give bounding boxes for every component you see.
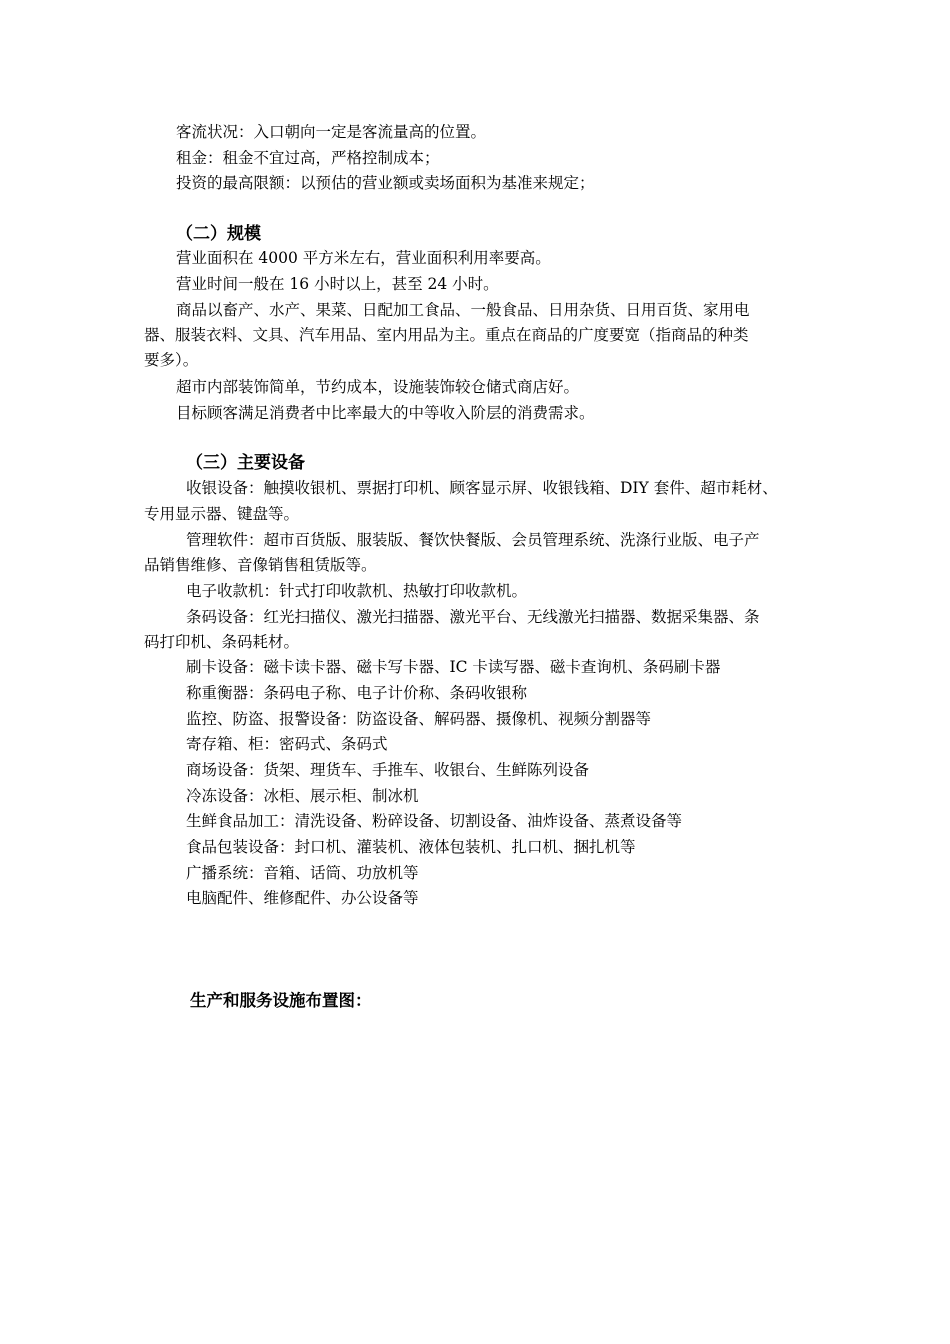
scale-paragraph-1: 营业面积在 4000 平方米左右，营业面积利用率要高。 — [176, 249, 551, 267]
scale-paragraph-3-line-3: 要多）。 — [144, 351, 199, 369]
equipment-line: 广播系统：音箱、话筒、功放机等 — [186, 864, 419, 882]
equipment-line: 电子收款机：针式打印收款机、热敏打印收款机。 — [186, 582, 528, 600]
equipment-line: 条码设备：红光扫描仪、激光扫描器、激光平台、无线激光扫描器、数据采集器、条 — [186, 608, 760, 626]
layout-heading: 生产和服务设施布置图： — [190, 991, 372, 1010]
equipment-line: 收银设备：触摸收银机、票据打印机、顾客显示屏、收银钱箱、DIY 套件、超市耗材、 — [186, 479, 778, 497]
section-heading-scale: （二）规模 — [176, 224, 261, 244]
equipment-line: 品销售维修、音像销售租赁版等。 — [144, 556, 377, 574]
equipment-line: 专用显示器、键盘等。 — [144, 505, 300, 523]
equipment-line: 冷冻设备：冰柜、展示柜、制冰机 — [186, 787, 419, 805]
equipment-line: 管理软件：超市百货版、服装版、餐饮快餐版、会员管理系统、洗涤行业版、电子产 — [186, 531, 760, 549]
equipment-line: 码打印机、条码耗材。 — [144, 633, 300, 651]
intro-line-1: 客流状况：入口朝向一定是客流量高的位置。 — [176, 123, 487, 141]
equipment-line: 电脑配件、维修配件、办公设备等 — [186, 889, 419, 907]
scale-paragraph-5: 目标顾客满足消费者中比率最大的中等收入阶层的消费需求。 — [176, 404, 595, 422]
equipment-line: 商场设备：货架、理货车、手推车、收银台、生鲜陈列设备 — [186, 761, 590, 779]
equipment-line: 刷卡设备：磁卡读卡器、磁卡写卡器、IC 卡读写器、磁卡查询机、条码刷卡器 — [186, 658, 721, 676]
equipment-line: 食品包装设备：封口机、灌装机、液体包装机、扎口机、捆扎机等 — [186, 838, 636, 856]
equipment-line: 监控、防盗、报警设备：防盗设备、解码器、摄像机、视频分割器等 — [186, 710, 652, 728]
intro-line-2: 租金：租金不宜过高，严格控制成本； — [176, 149, 440, 167]
section-heading-equipment: （三）主要设备 — [186, 453, 305, 473]
scale-paragraph-3-line-1: 商品以畜产、水产、果菜、日配加工食品、一般食品、日用杂货、日用百货、家用电 — [176, 301, 750, 319]
equipment-line: 称重衡器：条码电子称、电子计价称、条码收银称 — [186, 684, 528, 702]
equipment-line: 寄存箱、柜：密码式、条码式 — [186, 735, 388, 753]
scale-paragraph-3-line-2: 器、服装衣料、文具、汽车用品、室内用品为主。重点在商品的广度要宽（指商品的种类 — [144, 326, 749, 344]
scale-paragraph-4: 超市内部装饰简单，节约成本，设施装饰较仓储式商店好。 — [176, 378, 580, 396]
intro-line-3: 投资的最高限额：以预估的营业额或卖场面积为基准来规定； — [176, 174, 595, 192]
equipment-line: 生鲜食品加工：清洗设备、粉碎设备、切割设备、油炸设备、蒸煮设备等 — [186, 812, 683, 830]
scale-paragraph-2: 营业时间一般在 16 小时以上，甚至 24 小时。 — [176, 275, 499, 293]
